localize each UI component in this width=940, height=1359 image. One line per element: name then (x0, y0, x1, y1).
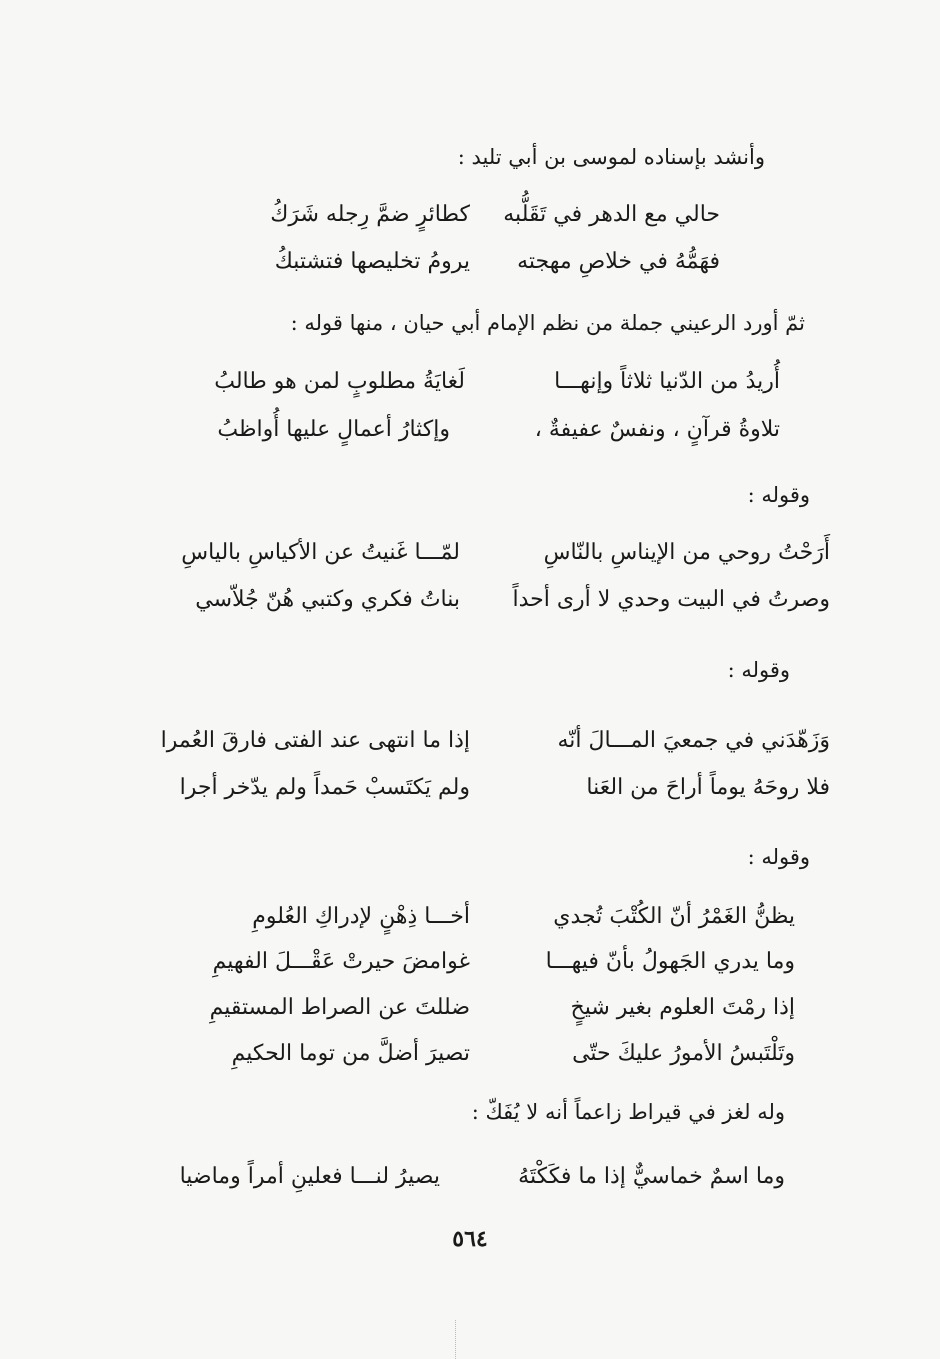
verse-second-hemistich: كطائرٍ ضمَّ رِجله شَرَكُ (270, 202, 470, 227)
verse-first-hemistich: إذا رمْتَ العلوم بغير شيخٍ (570, 995, 795, 1020)
verse-second-hemistich: أخـــا ذِهْنٍ لإدراكِ العُلومِ (252, 904, 470, 929)
verse-line (140, 724, 830, 758)
verse-second-hemistich: إذا ما انتهى عند الفتى فارقَ العُمرا (160, 728, 470, 753)
verse-first-hemistich: أَرَحْتُ روحي من الإيناسِ بالنّاسِ (543, 540, 830, 565)
verse-second-hemistich: وإكثارُ أعمالٍ عليها أُواظبُ (217, 417, 450, 442)
verse-first-hemistich: وتَلْتَبسُ الأمورُ عليكَ حتّى (572, 1041, 795, 1066)
intro-line-3: وقوله : (747, 483, 810, 507)
verse-first-hemistich: وما يدري الجَهولُ بأنّ فيهـــا (545, 949, 795, 974)
verse-line (165, 1160, 785, 1194)
intro-line-1: وأنشد بإسناده لموسى بن أبي تليد : (457, 145, 765, 169)
verse-first-hemistich: حالي مع الدهر في تَقَلُّبه (503, 202, 720, 227)
verse-first-hemistich: فلا روحَهُ يوماً أراحَ من العَنا (586, 775, 830, 800)
intro-line-5: وقوله : (747, 845, 810, 869)
verse-line (175, 900, 795, 934)
gutter-mark (455, 1320, 458, 1359)
page-number: ٥٦٤ (452, 1226, 488, 1252)
intro-line-4: وقوله : (727, 658, 790, 682)
verse-first-hemistich: وما اسمٌ خماسيٌّ إذا ما فكَكْتَهُ (518, 1164, 785, 1189)
verse-line (220, 245, 720, 279)
verse-second-hemistich: ضللتَ عن الصراط المستقيمِ (209, 995, 470, 1020)
verse-line (175, 991, 795, 1025)
verse-second-hemistich: يصيرُ لنـــا فعلينِ أمراً وماضيا (179, 1164, 440, 1189)
verse-first-hemistich: وصرتُ في البيت وحدي لا أرى أحداً (512, 587, 830, 612)
verse-second-hemistich: ولم يَكتَسبْ حَمداً ولم يدّخر أجرا (179, 775, 470, 800)
verse-line (130, 583, 830, 617)
verse-second-hemistich: يرومُ تخليصها فتشتبكُ (274, 249, 470, 274)
verse-second-hemistich: لَغايَةُ مطلوبٍ لمن هو طالبُ (214, 369, 465, 394)
verse-line (140, 771, 830, 805)
verse-line (130, 536, 830, 570)
verse-line (220, 198, 720, 232)
intro-line-2: ثمّ أورد الرعيني جملة من نظم الإمام أبي حيان ، منها قوله : (290, 311, 805, 335)
verse-line (180, 365, 780, 399)
verse-line (175, 1037, 795, 1071)
verse-second-hemistich: تصيرَ أضلَّ من توما الحكيمِ (231, 1041, 470, 1066)
verse-first-hemistich: وَزَهّدَني في جمعيَ المـــالَ أنّه (557, 728, 830, 753)
intro-line-6: وله لغز في قيراط زاعماً أنه لا يُفَكّ : (471, 1100, 785, 1124)
verse-line (175, 945, 795, 979)
verse-second-hemistich: بناتُ فكري وكتبي هُنّ جُلاّسي (195, 587, 460, 612)
verse-first-hemistich: تلاوةُ قرآنٍ ، ونفسٌ عفيفةٌ ، (534, 417, 780, 442)
verse-first-hemistich: أُريدُ من الدّنيا ثلاثاً وإنهـــا (554, 369, 780, 394)
verse-first-hemistich: يظنُّ الغَمْرُ أنّ الكُتْبَ تُجدي (553, 904, 795, 929)
verse-first-hemistich: فهَمُّهُ في خلاصِ مهجته (517, 249, 720, 274)
verse-second-hemistich: غوامضَ حيرتْ عَقْـــلَ الفهيمِ (212, 949, 470, 974)
verse-line (180, 413, 780, 447)
verse-second-hemistich: لمّـــا غَنيتُ عن الأكياسِ بالياسِ (181, 540, 460, 565)
